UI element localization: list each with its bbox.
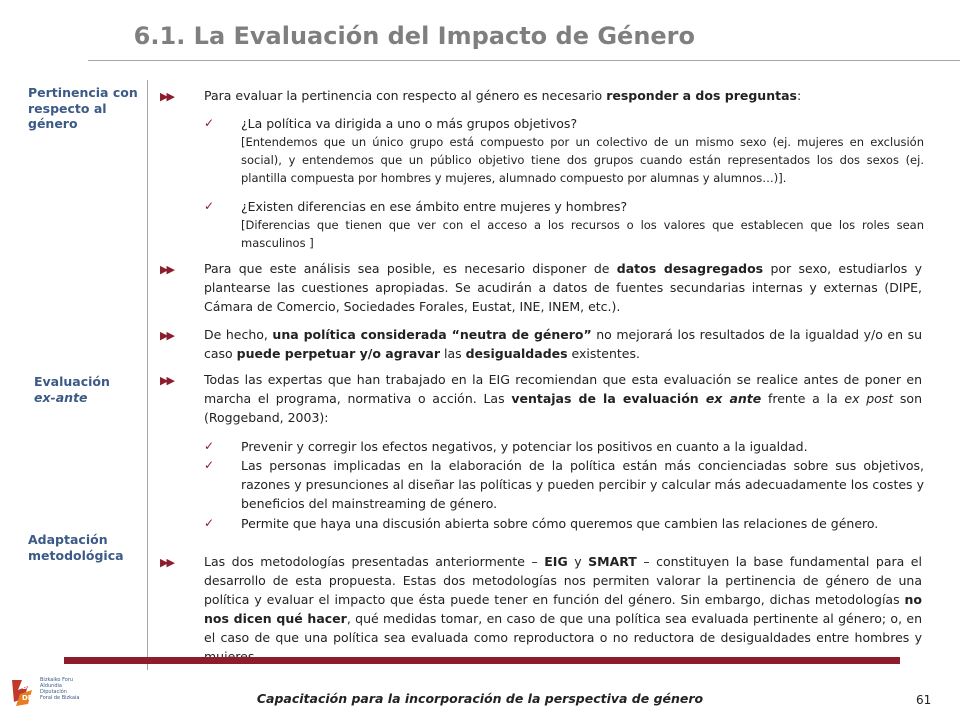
- check-item: [204, 197, 924, 252]
- bullet-item: [160, 86, 922, 105]
- sidebar-heading-evaluacion-b: ex-ante: [34, 389, 88, 405]
- footer-caption: Capacitación para la incorporación de la perspectiva de género: [256, 691, 704, 706]
- bullet-text: De hecho, una política considerada “neutra de género” no mejorará los resultados de la igualdad y/o en su caso puede perpetuar y/o agravar las desigualdades existentes.: [204, 327, 923, 361]
- sidebar-heading-evaluacion: [34, 374, 144, 405]
- checkmark-icon: ✓: [204, 439, 215, 453]
- title-divider: [88, 60, 960, 61]
- check-question: ¿Existen diferencias en ese ámbito entre mujeres y hombres?: [241, 199, 628, 214]
- check-item: [204, 514, 924, 533]
- page-number: 61: [916, 693, 932, 707]
- sidebar-heading-evaluacion-a: Evaluación: [34, 374, 110, 389]
- svg-text:DFB: DFB: [22, 694, 38, 702]
- bullet-item: [160, 259, 922, 316]
- logo-caption: Bizkaiko Foru Aldundia Diputación Foral de Bizkaia: [40, 677, 80, 701]
- check-question: ¿La política va dirigida a uno o más grupos objetivos?: [241, 116, 578, 131]
- bullet-text: Para que este análisis sea posible, es necesario disponer de datos desagregados por sexo, estudiarlos y plantearse las cuestiones apropiadas. Se acudirán a datos de fuentes secundarias internas y externas (DIPE, Cámara de Comercio, Sociedades Forales, Eustat, INE, INEM, etc.).: [204, 261, 922, 314]
- column-divider: [147, 80, 148, 670]
- checkmark-icon: ✓: [204, 199, 215, 213]
- double-arrow-icon: ▶▶: [160, 556, 173, 569]
- check-item: [204, 114, 924, 187]
- check-text: Prevenir y corregir los efectos negativos, y potenciar los positivos en cuanto a la igualdad.: [241, 439, 808, 454]
- bullet-text: Las dos metodologías presentadas anteriormente – EIG y SMART – constituyen la base fundamental para el desarrollo de esta propuesta. Estas dos metodologías nos permiten valorar la pertinencia de género de una política y evaluar el impacto que ésta puede tener en función del género. Sin embargo, dichas metodologías no nos dicen qué hacer, qué medidas tomar, en caso de que una política sea evaluada pertinente al género; o, en el caso de que una política sea evaluada como reproductora o no reductora de desigualdades entre hombres y: [204, 554, 922, 645]
- double-arrow-icon: ▶▶: [160, 329, 173, 342]
- sidebar-heading-adaptacion: Adaptación metodológica: [28, 532, 124, 563]
- check-text: Las personas implicadas en la elaboración de la política están más concienciadas sobre sus objetivos, razones y presunciones al diseñar las políticas y pueden percibir y calcular más adecuadamente los costes y beneficios del mainstreaming de género.: [241, 458, 924, 511]
- bullet-item: [160, 552, 922, 666]
- check-text: Permite que haya una discusión abierta sobre cómo queremos que cambien las relaciones de género.: [241, 516, 879, 531]
- bullet-text: Todas las expertas que han trabajado en la EIG recomiendan que esta evaluación se realice antes de poner en marcha el programa, normativa o acción. Las ventajas de la evaluación ex ante frente a la ex post son (Roggeband, 2003):: [204, 372, 923, 425]
- double-arrow-icon: ▶▶: [160, 374, 173, 387]
- bullet-item: [160, 325, 922, 363]
- check-note: [Entendemos que un único grupo está compuesto por un colectivo de un mismo sexo (ej. mujeres en exclusión social), y entendemos que un público objetivo tiene dos grupos cuando están representados los dos sexos (ej. plantilla compuesta por hombres y mujeres, alumnado compuesto por alumnas y alumnos…)].: [241, 135, 924, 185]
- sidebar-heading-pertinencia: Pertinencia con respecto al género: [28, 85, 138, 131]
- double-arrow-icon: ▶▶: [160, 90, 173, 103]
- double-arrow-icon: ▶▶: [160, 263, 173, 276]
- logo-mark-text: BFA: [22, 683, 37, 691]
- bullet-text: Para evaluar la pertinencia con respecto al género es necesario responder a dos preguntas:: [204, 88, 802, 103]
- check-note: [Diferencias que tienen que ver con el acceso a los recursos o los valores que establecen que los roles sean masculinos ]: [241, 218, 924, 250]
- checkmark-icon: ✓: [204, 458, 215, 472]
- checkmark-icon: ✓: [204, 116, 215, 130]
- checkmark-icon: ✓: [204, 516, 215, 530]
- page-title: 6.1. La Evaluación del Impacto de Género: [133, 22, 695, 50]
- check-item: [204, 456, 924, 513]
- check-item: [204, 437, 924, 456]
- bullet-item: [160, 370, 922, 427]
- bottom-accent-bar: [64, 657, 900, 664]
